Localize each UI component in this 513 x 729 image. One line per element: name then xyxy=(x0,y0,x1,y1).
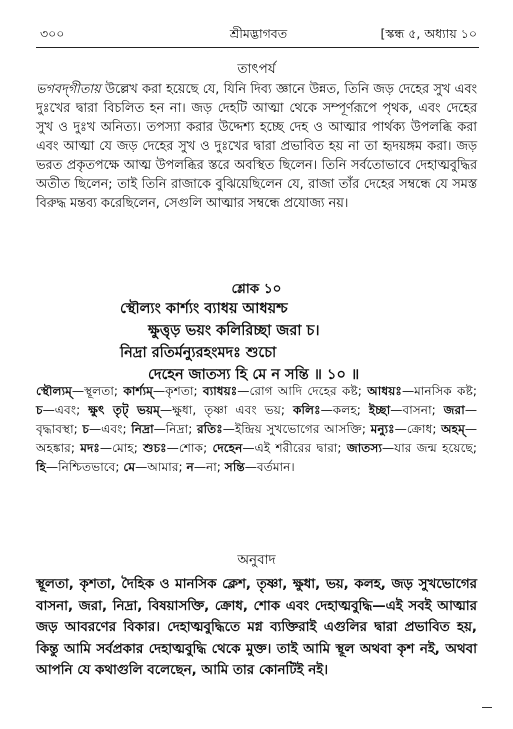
synonym-meaning: ক্ষুধা, তৃষ্ণা এবং ভয়; xyxy=(172,403,293,417)
synonym-dash: — xyxy=(152,384,166,398)
synonym-term: ইচ্ছা xyxy=(368,403,391,417)
synonym-term: ন xyxy=(186,460,194,474)
synonym-meaning: না; xyxy=(206,460,225,474)
synonym-meaning: ইন্দ্রিয় সুখভোগের আসক্তি; xyxy=(234,422,371,436)
translation-heading: অনুবাদ xyxy=(237,552,276,568)
synonym-dash: — xyxy=(394,422,407,436)
synonym-term: নিদ্রা xyxy=(131,422,154,436)
synonym-dash: — xyxy=(153,422,166,436)
synonym-dash: — xyxy=(159,403,173,417)
purport-text: উল্লেখ করা হয়েছে যে, যিনি দিব্য জ্ঞানে উন্নত, তিনি জড় দেহের সুখ এবং দুঃখের দ্বারা বিচলিত হন না। জড় দেহটি আত্মা থেকে সম্পূর্ণরূপে পৃথক, এবং দেহের সুখ ও দুঃখ অনিত্য। তপস্যা করার উদ্দেশ্য হচ্ছে দেহ ও আত্মার পার্থক্য উপলব্ধি করা এবং আত্মা যে জড় দেহের সুখ ও দুঃখের দ্বারা প্রভাবিত হয় না তা হৃদয়ঙ্গম করা। জড় ভরত প্রকৃতপক্ষে আত্ম উপলব্ধির স্তরে অবস্থিত ছিলেন। তিনি সর্বতোভাবে দেহাত্মবুদ্ধির অতীত ছিলেন; তাই তিনি রাজাকে বুঝিয়েছিলেন যে, রাজা তাঁর দেহের সম্বন্ধে যে সমস্ত বিরুদ্ধ মন্তব্য করেছিলেন, সেগুলি আত্মার সম্বন্ধে প্রযোজ্য নয়। xyxy=(36,82,477,211)
synonym-dash: — xyxy=(135,460,148,474)
synonym-dash: — xyxy=(320,403,333,417)
synonym-dash: — xyxy=(99,441,113,455)
synonym-term: মন্যুঃ xyxy=(370,422,395,436)
synonym-meaning: বৃদ্ধাবস্থা; xyxy=(36,422,83,436)
synonym-term: দেহেন xyxy=(212,441,243,455)
synonym-meaning: কলহ; xyxy=(332,403,369,417)
synonym-dash: — xyxy=(71,384,85,398)
page-number: ৩০০ xyxy=(40,26,65,41)
page-mark xyxy=(482,707,492,708)
synonym-term: ব্যাধয়ঃ xyxy=(202,384,238,398)
synonym-dash: — xyxy=(464,422,478,436)
synonym-term: মে xyxy=(123,460,136,474)
synonym-term: হি xyxy=(36,460,46,474)
synonym-meaning: শোক; xyxy=(178,441,213,455)
verse-line-1: স্থৌল্যং কার্শ্যং ব্যাধয় আধয়শ্চ xyxy=(120,301,288,317)
verse-line-2: ক্ষুত্তৃড় ভয়ং কলিরিচ্ছা জরা চ। xyxy=(148,323,320,339)
synonym-meaning: নিদ্রা; xyxy=(165,422,197,436)
synonym-term: চ xyxy=(82,422,89,436)
synonym-dash: — xyxy=(244,460,257,474)
synonym-term: স্থৌল্যম্ xyxy=(36,384,72,398)
synonym-meaning: বর্তমান। xyxy=(256,460,295,474)
synonym-term: অহম্ xyxy=(441,422,465,436)
purport-lead-italic: ভগবদ্‌গীতায় xyxy=(36,82,101,97)
chapter-reference: [স্কন্ধ ৫, অধ্যায় ১০ xyxy=(380,26,477,41)
verse-line-3: নিদ্রা রতির্মন্যুরহংমদঃ শুচো xyxy=(120,345,277,361)
purport-paragraph xyxy=(36,80,477,213)
synonym-meaning: কৃশতা; xyxy=(165,384,203,398)
header-rule xyxy=(36,47,479,48)
translation-paragraph: স্থূলতা, কৃশতা, দৈহিক ও মানসিক ক্লেশ, তৃষ্ণা, ক্ষুধা, ভয়, কলহ, জড় সুখভোগের বাসনা, জরা, নিদ্রা, বিষয়াসক্তি, ক্রোধ, শোক এবং দেহাত্মবুদ্ধি—এই সবই আত্মার জড় আবরণের বিকার। দেহাত্মবুদ্ধিতে মগ্ন ব্যক্তিরাই এগুলির দ্বারা প্রভাবিত হয়, কিন্তু আমি সর্বপ্রকার দেহাত্মবুদ্ধি থেকে মুক্ত। তাই আমি স্থূল অথবা কৃশ নই, অথবা আপনি যে কথাগুলি বলেছেন, আমি তার কোনটিই নই। xyxy=(36,577,477,678)
synonym-dash: — xyxy=(242,441,255,455)
synonym-term: শুচঃ xyxy=(143,441,167,455)
synonym-term: জাতস্য xyxy=(346,441,382,455)
purport-heading: তাৎপর্য xyxy=(237,61,276,77)
synonym-dash: — xyxy=(222,422,235,436)
synonym-meaning: এবং; xyxy=(54,403,89,417)
synonym-term: চ xyxy=(36,403,43,417)
synonym-term: রতিঃ xyxy=(196,422,223,436)
synonym-term: জরা xyxy=(443,403,465,417)
synonym-dash: — xyxy=(193,460,206,474)
running-header xyxy=(40,26,477,44)
synonym-dash: — xyxy=(401,384,415,398)
synonym-meaning: রোগ আদি দেহের কষ্ট; xyxy=(249,384,368,398)
synonym-term: ক্ষুৎ তৃট্ ভয়ম্ xyxy=(88,403,160,417)
synonym-dash: — xyxy=(237,384,250,398)
verse-heading: শ্লোক ১০ xyxy=(231,281,282,297)
synonym-meaning: স্থূলতা; xyxy=(84,384,124,398)
synonym-dash: — xyxy=(45,460,59,474)
synonym-meaning: আমার; xyxy=(147,460,187,474)
synonym-term: আধয়ঃ xyxy=(367,384,402,398)
synonym-term: সন্তি xyxy=(224,460,245,474)
synonym-meaning: এবং; xyxy=(101,422,132,436)
synonym-term: কলিঃ xyxy=(292,403,321,417)
synonym-meaning: এই শরীরের দ্বারা; xyxy=(254,441,347,455)
synonym-term: মদঃ xyxy=(80,441,100,455)
synonym-dash: — xyxy=(381,441,395,455)
synonym-dash: — xyxy=(88,422,102,436)
synonym-meaning: মানসিক কষ্ট; xyxy=(414,384,477,398)
synonym-meaning: বাসনা; xyxy=(402,403,444,417)
book-title: শ্রীমদ্ভাগবত xyxy=(229,26,288,41)
synonym-dash: — xyxy=(166,441,179,455)
verse-line-4: দেহেন জাতস্য হি মে ন সন্তি ॥ ১০ ॥ xyxy=(148,367,360,383)
synonym-meaning: নিশ্চিতভাবে; xyxy=(58,460,124,474)
synonym-meaning: অহঙ্কার; xyxy=(36,441,81,455)
synonyms-paragraph xyxy=(36,382,477,477)
synonym-term: কার্শ্যম্ xyxy=(123,384,153,398)
synonym-meaning: ক্রোধ; xyxy=(406,422,442,436)
synonym-meaning: মোহ; xyxy=(112,441,144,455)
synonym-dash: — xyxy=(42,403,55,417)
synonym-dash: — xyxy=(390,403,403,417)
synonym-meaning: যার জন্ম হয়েছে; xyxy=(394,441,477,455)
synonym-dash: — xyxy=(464,403,477,417)
